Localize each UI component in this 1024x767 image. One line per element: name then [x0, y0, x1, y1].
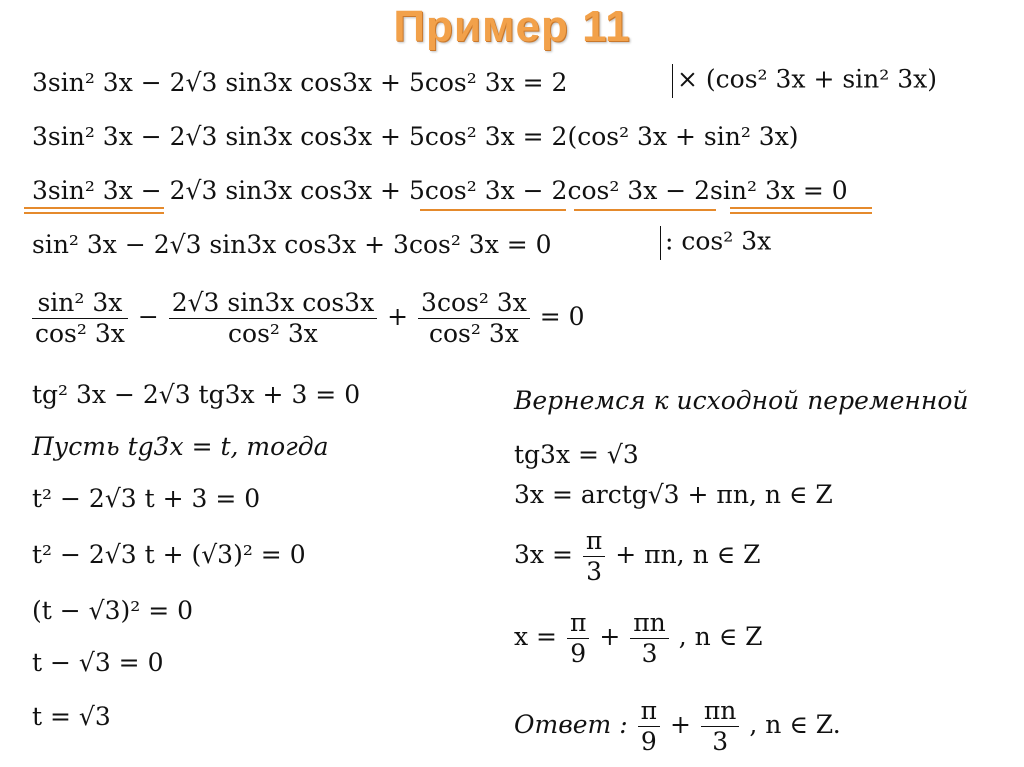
fraction-pi-3-numerator: π — [583, 526, 605, 557]
fraction-1-denominator: cos² 3x — [35, 319, 125, 348]
equation-line-t4: t − √3 = 0 — [32, 648, 164, 677]
fraction-2-numerator: 2√3 sin3x cos3x — [169, 288, 377, 319]
equation-line-t1: t² − 2√3 t + 3 = 0 — [32, 484, 261, 513]
right-line-1: tg3x = √3 — [514, 440, 639, 469]
fraction-pi-3-denominator: 3 — [586, 557, 603, 586]
equation-line-2: 3sin² 3x − 2√3 sin3x cos3x + 5cos² 3x = 2(cos² 3x + sin² 3x) — [32, 122, 799, 151]
right-line-3-lhs: 3x = — [514, 540, 573, 569]
equation-line-t5: t = √3 — [32, 702, 111, 731]
operator-plus: + — [599, 622, 621, 651]
fraction-3-numerator: 3cos² 3x — [418, 288, 530, 319]
equation-line-t2: t² − 2√3 t + (√3)² = 0 — [32, 540, 306, 569]
answer-fraction-2-denominator: 3 — [712, 727, 729, 756]
divide-annotation — [660, 226, 771, 260]
fraction-equation — [30, 288, 585, 349]
answer-fraction-2-numerator: πn — [701, 696, 740, 727]
fraction-3 — [418, 288, 530, 349]
right-line-3-rest: + πn, n ∈ Z — [615, 540, 761, 569]
answer-label: Ответ : — [514, 710, 628, 739]
answer-fraction-pin-3 — [701, 696, 740, 757]
return-heading: Вернемся к исходной переменной — [514, 386, 969, 415]
equation-line-t3: (t − √3)² = 0 — [32, 596, 193, 625]
right-line-4-lhs: x = — [514, 622, 557, 651]
multiply-annotation-text: × (cos² 3x + sin² 3x) — [677, 64, 937, 94]
fraction-equation-rhs: = 0 — [539, 302, 585, 331]
fraction-pin-3 — [630, 608, 669, 669]
substitution-line: Пусть tg3x = t, тогда — [32, 432, 329, 461]
annotation-divider — [660, 226, 661, 260]
fraction-pin-3-denominator: 3 — [641, 639, 658, 668]
divide-annotation-text: : cos² 3x — [665, 226, 772, 256]
multiply-annotation — [672, 64, 937, 98]
underline-2cos2 — [574, 209, 716, 211]
fraction-pin-3-numerator: πn — [630, 608, 669, 639]
answer-fraction-1-numerator: π — [638, 696, 660, 727]
operator-plus: + — [387, 302, 409, 331]
right-line-2: 3x = arctg√3 + πn, n ∈ Z — [514, 480, 833, 509]
right-line-3 — [514, 526, 760, 587]
answer-rest: , n ∈ Z. — [749, 710, 841, 739]
fraction-1-numerator: sin² 3x — [32, 288, 128, 319]
double-underline-2sin2 — [730, 207, 872, 214]
fraction-pi-9 — [567, 608, 589, 669]
equation-line-1: 3sin² 3x − 2√3 sin3x cos3x + 5cos² 3x = 2 — [32, 68, 568, 97]
fraction-1 — [32, 288, 128, 349]
double-underline-3sin2 — [24, 207, 164, 214]
fraction-2 — [169, 288, 377, 349]
fraction-pi-9-denominator: 9 — [570, 639, 587, 668]
equation-line-tg: tg² 3x − 2√3 tg3x + 3 = 0 — [32, 380, 361, 409]
operator-minus: − — [137, 302, 159, 331]
underline-5cos2 — [420, 209, 566, 211]
right-line-4 — [514, 608, 763, 669]
answer-fraction-1-denominator: 9 — [640, 727, 657, 756]
fraction-2-denominator: cos² 3x — [228, 319, 318, 348]
equation-line-3: 3sin² 3x − 2√3 sin3x cos3x + 5cos² 3x − 2cos² 3x − 2sin² 3x = 0 — [32, 176, 848, 205]
fraction-pi-9-numerator: π — [567, 608, 589, 639]
fraction-3-denominator: cos² 3x — [429, 319, 519, 348]
fraction-pi-3 — [583, 526, 605, 587]
right-line-4-rest: , n ∈ Z — [678, 622, 763, 651]
annotation-divider — [672, 64, 673, 98]
page-title: Пример 11 — [393, 2, 631, 51]
operator-plus: + — [669, 710, 691, 739]
answer-line — [514, 696, 841, 757]
equation-line-4: sin² 3x − 2√3 sin3x cos3x + 3cos² 3x = 0 — [32, 230, 552, 259]
answer-fraction-pi-9 — [638, 696, 660, 757]
